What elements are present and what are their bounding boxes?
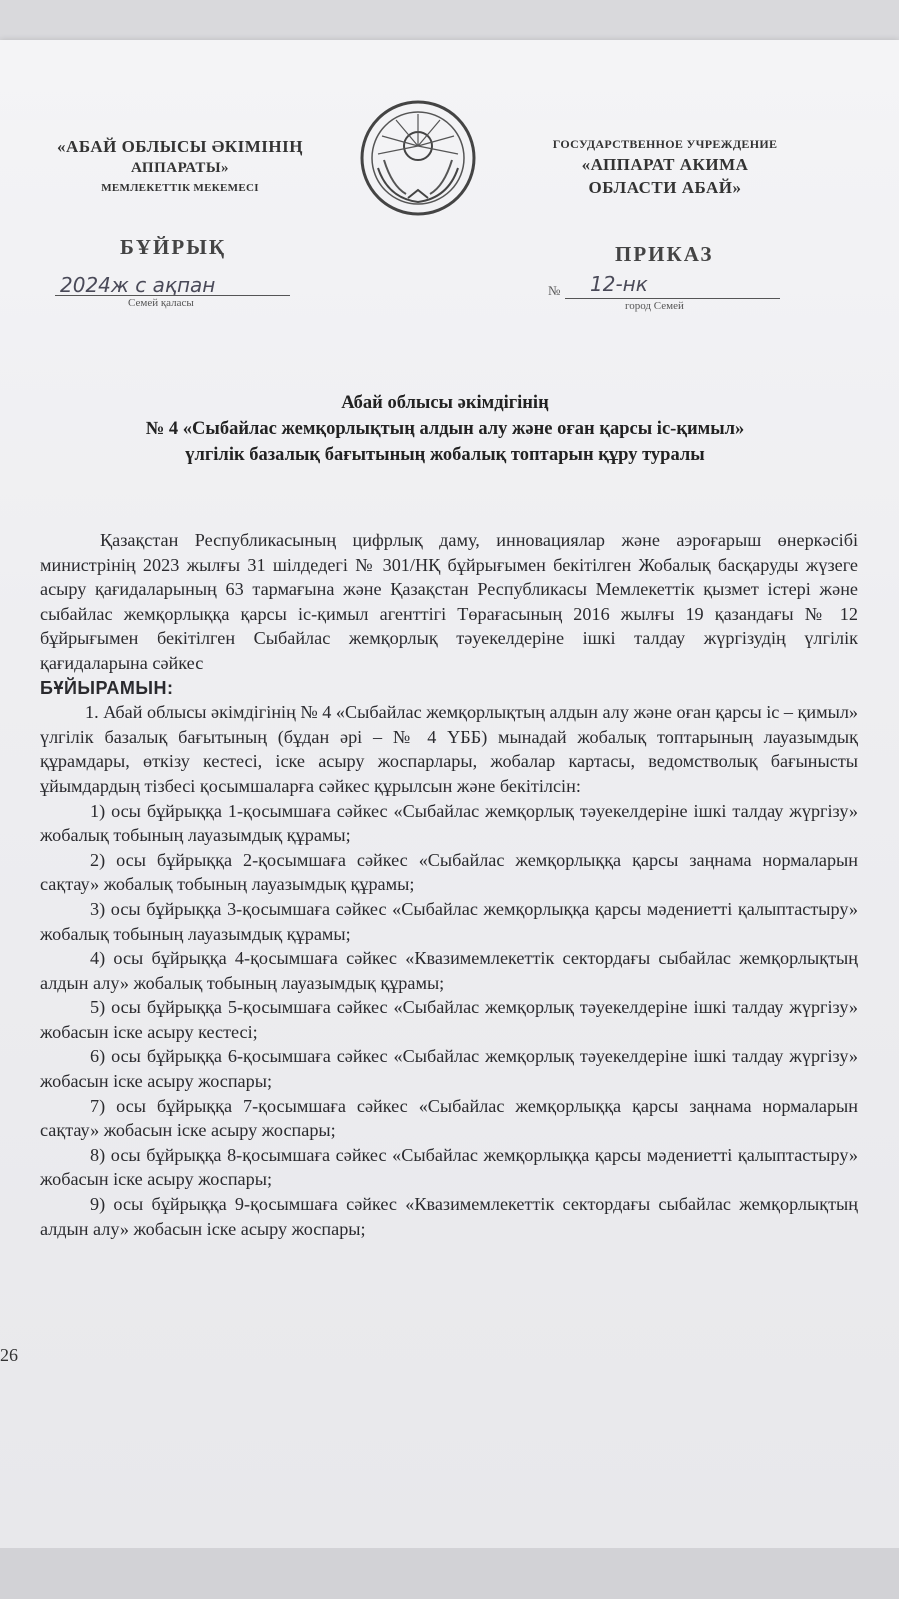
order-title-ru: ПРИКАЗ: [615, 242, 714, 266]
document-title: [40, 390, 850, 468]
page-number-mark: 26: [0, 1345, 18, 1365]
list-item: 4) осы бұйрыққа 4-қосымшаға сәйкес «Квазимемлекеттік сектордағы сыбайлас жемқорлықтың алдын алу» жобалық тобының лауазымдық құрамы;: [40, 948, 858, 993]
list-item: 3) осы бұйрыққа 3-қосымшаға сәйкес «Сыбайлас жемқорлыққа қарсы мәдениетті қалыптастыру» жобалық тобының лауазымдық құрамы;: [40, 898, 858, 944]
number-line: [565, 298, 780, 299]
handwritten-number: 12-нк: [590, 272, 648, 296]
state-emblem-icon: [358, 98, 478, 218]
header-right-line1: ГОСУДАРСТВЕННОЕ УЧРЕЖДЕНИЕ: [552, 137, 778, 151]
order-title-kz: БҰЙРЫҚ: [120, 235, 227, 259]
list-item: 7) осы бұйрыққа 7-қосымшаға сәйкес «Сыбайлас жемқорлыққа қарсы заңнама нормаларын сақтау» жобасын іске асыру жоспары;: [40, 1095, 858, 1141]
document-body: [40, 528, 858, 1241]
title-line-1: Абай облысы әкімдігінің: [341, 393, 549, 413]
handwritten-date: 2024ж с ақпан: [60, 273, 216, 297]
title-line-3: үлгілік базалық бағытының жобалық топтарын құру туралы: [185, 445, 705, 465]
header-left-line1: «АБАЙ ОБЛЫСЫ ӘКІМІНІҢ: [57, 137, 303, 156]
list-item: 2) осы бұйрыққа 2-қосымшаға сәйкес «Сыбайлас жемқорлыққа қарсы заңнама нормаларын сақтау» жобалық тобының лауазымдық құрамы;: [40, 849, 858, 895]
list-item: 8) осы бұйрыққа 8-қосымшаға сәйкес «Сыбайлас жемқорлыққа қарсы мәдениетті қалыптастыру» жобасын іске асыру жоспары;: [40, 1144, 858, 1190]
header-right-line2: «АППАРАТ АКИМА: [581, 155, 749, 174]
city-ru: город Семей: [625, 300, 684, 312]
number-prefix: №: [548, 283, 561, 298]
background-shade: [0, 1548, 899, 1599]
header-left-block: [30, 135, 330, 197]
header-left-line2: АППАРАТЫ»: [130, 160, 230, 176]
header-right-block: [510, 135, 820, 199]
city-kz: Семей қаласы: [128, 297, 194, 309]
list-item: 5) осы бұйрыққа 5-қосымшаға сәйкес «Сыбайлас жемқорлық тәуекелдеріне ішкі талдау жүргізу» жобасын іске асыру кестесі;: [40, 997, 858, 1042]
list-item: 9) осы бұйрыққа 9-қосымшаға сәйкес «Квазимемлекеттік сектордағы сыбайлас жемқорлықтың алдын алу» жобасын іске асыру жоспары;: [40, 1194, 858, 1239]
preamble-paragraph: Қазақстан Республикасының цифрлық даму, инновациялар және аэроғарыш өнеркәсібі министрінің 2023 жылғы 31 шілдедегі № 301/НҚ бұйрығымен бекітілген Жобалық басқаруды жүзеге асыру қағидаларының 63 тармағына және Қазақстан Республикасы Мемлекеттік қызмет істері және сыбайлас жемқорлыққа қарсы іс-қимыл агенттігі Төрағасының 2016 жылғы 19 қазандағы № 12 бұйрығымен бекітілген Сыбайлас жемқорлық тәуекелдеріне ішкі талдау жүргізудің үлгілік қағидаларына сәйкес: [40, 530, 858, 673]
list-item: 6) осы бұйрыққа 6-қосымшаға сәйкес «Сыбайлас жемқорлық тәуекелдеріне ішкі талдау жүргізу» жобасын іске асыру жоспары;: [40, 1046, 858, 1092]
directive-word: БҰЙЫРАМЫН:: [40, 677, 174, 698]
header-right-line3: ОБЛАСТИ АБАЙ»: [588, 178, 742, 197]
header-left-line3: МЕМЛЕКЕТТІК МЕКЕМЕСІ: [101, 182, 259, 194]
title-line-2: № 4 «Сыбайлас жемқорлықтың алдын алу және оған қарсы іс-қимыл»: [145, 419, 745, 439]
clause-1: 1. Абай облысы әкімдігінің № 4 «Сыбайлас жемқорлықтың алдын алу және оған қарсы іс – қимыл» үлгілік базалық бағытының (бұдан әрі – № 4 ҮББ) мынадай жобалық топтарының лауазымдық құрамдары, өткізу кестесі, іске асыру жоспарлары, жобалар картасы, ведомстволық бағынысты ұйымдардың тізбесі қосымшаларға сәйкес құрылсын және бекітілсін:: [40, 702, 859, 796]
date-line: [55, 295, 290, 296]
list-item: 1) осы бұйрыққа 1-қосымшаға сәйкес «Сыбайлас жемқорлық тәуекелдеріне ішкі талдау жүргізу» жобалық тобының лауазымдық құрамы;: [40, 800, 858, 846]
